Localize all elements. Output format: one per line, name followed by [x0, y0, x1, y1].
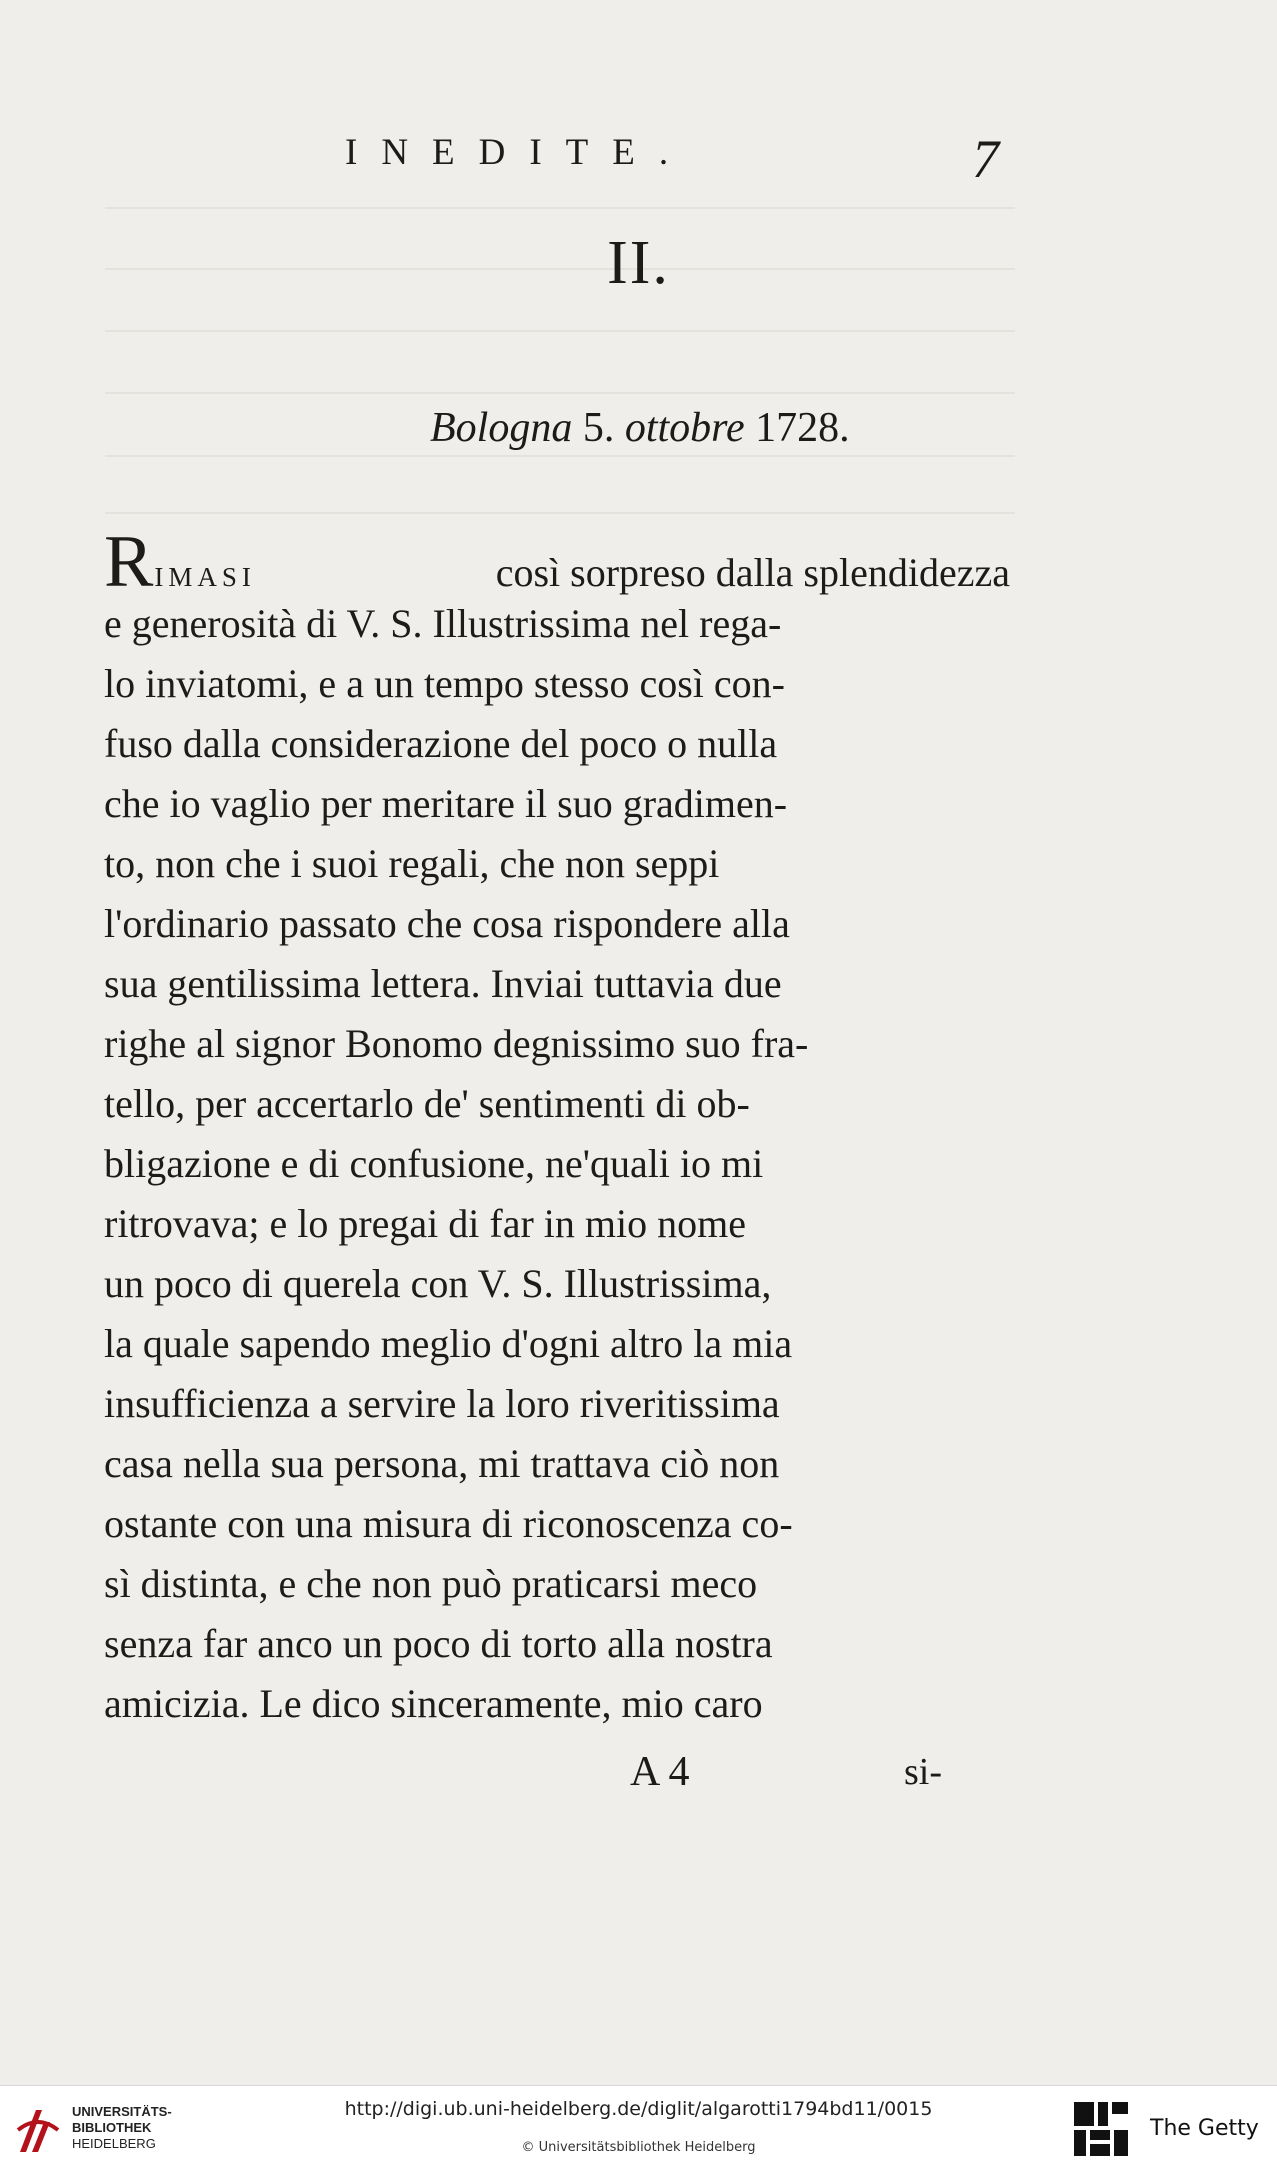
library-name-line: BIBLIOTHEK: [72, 2120, 152, 2135]
dateline-place: Bologna: [430, 405, 573, 451]
catchword: si-: [904, 1751, 942, 1793]
bleed-through-line: [105, 392, 1015, 394]
bleed-through-line: [105, 330, 1015, 332]
dateline-day: 5.: [582, 405, 615, 451]
bleed-through-line: [105, 512, 1015, 514]
text-line: che io vaglio per meritare il suo gradimen-: [104, 781, 788, 826]
bleed-through-line: [105, 207, 1015, 209]
text-line: lo inviatomi, e a un tempo stesso così con-: [104, 661, 785, 706]
text-line: bligazione e di confusione, ne'quali io mi: [104, 1141, 764, 1186]
text-line: tello, per accertarlo de' sentimenti di ob-: [104, 1081, 750, 1126]
text-line: senza far anco un poco di torto alla nostra: [104, 1621, 773, 1666]
signature-mark: A 4: [630, 1749, 690, 1795]
text-line: insufficienza a servire la loro riveritissima: [104, 1381, 780, 1426]
first-line-rest: così sorpreso dalla splendidezza: [495, 550, 1010, 595]
text-line: l'ordinario passato che cosa rispondere alla: [104, 901, 790, 946]
page-number: 7: [972, 129, 999, 189]
text-line: sua gentilissima lettera. Inviai tuttavia due: [104, 961, 782, 1006]
getty-logo-icon[interactable]: [1072, 2100, 1130, 2158]
text-line: un poco di querela con V. S. Illustrissima,: [104, 1261, 772, 1306]
getty-name: The Getty: [1150, 2116, 1259, 2141]
text-line: fuso dalla considerazione del poco o nulla: [104, 721, 778, 766]
letter-body: [104, 521, 1010, 1734]
library-name-line: HEIDELBERG: [72, 2136, 156, 2151]
text-line: [104, 521, 1010, 603]
opening-small-caps: IMASI: [154, 562, 256, 592]
text-line: righe al signor Bonomo degnissimo suo fra-: [104, 1021, 809, 1066]
bleed-through-line: [105, 455, 1015, 457]
copyright-notice: © Universitätsbibliothek Heidelberg: [521, 2140, 756, 2155]
library-name-line: UNIVERSITÄTS-: [72, 2104, 172, 2119]
drop-cap: R: [104, 521, 154, 603]
text-line: e generosità di V. S. Illustrissima nel rega-: [104, 601, 782, 646]
footer-bar: [0, 2085, 1277, 2174]
text-line: ostante con una misura di riconoscenza co-: [104, 1501, 793, 1546]
text-line: casa nella sua persona, mi trattava ciò non: [104, 1441, 780, 1486]
text-line: sì distinta, e che non può praticarsi meco: [104, 1561, 758, 1606]
text-line: la quale sapendo meglio d'ogni altro la mia: [104, 1321, 793, 1366]
dateline-month: ottobre: [624, 405, 745, 451]
dateline: [430, 404, 850, 452]
text-line: to, non che i suoi regali, che non seppi: [104, 841, 720, 886]
text-line: ritrovava; e lo pregai di far in mio nome: [104, 1201, 747, 1246]
dateline-year: 1728.: [755, 405, 850, 451]
letter-number: II.: [607, 229, 670, 297]
text-line: amicizia. Le dico sinceramente, mio caro: [104, 1681, 763, 1726]
running-head: INEDITE.: [345, 132, 693, 173]
permalink-url[interactable]: http://digi.ub.uni-heidelberg.de/diglit/algarotti1794bd11/0015: [344, 2098, 933, 2120]
